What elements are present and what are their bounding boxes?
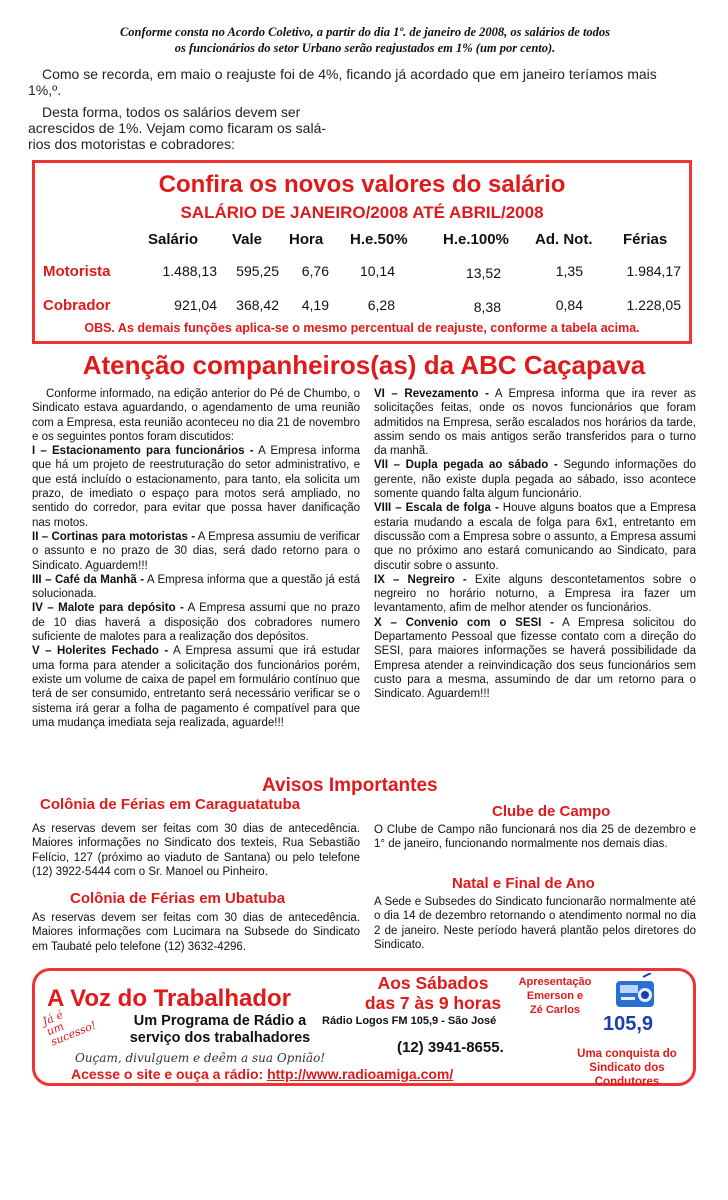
- intro-line: rios dos motoristas e cobradores:: [28, 136, 235, 152]
- radio-promo-box: [32, 968, 696, 1086]
- abc-item-text: A Empresa informa que ira rever as solicitações feitas, onde os novos funcionários que foram admitidos na Empresa, serão escalados nos horários da tarde, assim sendo os mais antigos serão transferidos para o turno da manhã.: [374, 388, 696, 458]
- abc-item-text: A Empresa assumiu de verificar o assunto e no prazo de 30 dias, será dado retorno para o Sindicato. Aguardem!!!: [32, 530, 360, 572]
- salary-subtitle: SALÁRIO DE JANEIRO/2008 ATÉ ABRIL/2008: [180, 203, 544, 222]
- table-cell: 595,25: [236, 263, 279, 279]
- intro-italic: [60, 24, 670, 56]
- radio-schedule-line: das 7 às 9 horas: [364, 993, 502, 1013]
- abc-item-text: Segundo informações do gerente, não existe dupla pegada ao sábado, isso acontece somente quando falta algum funcionário.: [374, 459, 696, 501]
- table-cell: 6,76: [301, 263, 329, 279]
- col-header-he50: H.e.50%: [350, 231, 408, 248]
- abc-right-column: [374, 387, 696, 702]
- radio-program: [115, 1013, 325, 1047]
- abc-item-text: A Empresa informa que a questão já está solucionada.: [32, 573, 360, 601]
- clube-text: O Clube de Campo não funcionará nos dia 25 de dezembro e 1° de janeiro, funcionando normalmente nos demais dias.: [374, 824, 696, 851]
- intro-line: 1%,º.: [28, 82, 62, 98]
- col-header-hora: Hora: [289, 231, 324, 248]
- radio-icon: [613, 973, 657, 1013]
- radio-presenters-label: Apresentação: [518, 976, 592, 988]
- radio-presenters-line: Zé Carlos: [529, 1004, 581, 1016]
- ubatuba-title: Colônia de Férias em Ubatuba: [70, 890, 286, 907]
- avisos-heading: Avisos Importantes: [262, 775, 438, 796]
- table-cell: 10,14: [359, 263, 395, 279]
- radio-presenters-line: Emerson e: [526, 990, 584, 1002]
- abc-item: [32, 573, 360, 602]
- abc-item-head: VI – Revezamento -: [374, 388, 489, 400]
- intro-paragraph-1-cont: [28, 82, 61, 98]
- radio-station: Rádio Logos FM 105,9 - São José: [322, 1015, 497, 1027]
- table-cell: 0,84: [555, 297, 583, 313]
- abc-item: [32, 530, 360, 573]
- row-label-motorista: Motorista: [43, 263, 111, 280]
- salary-obs: OBS. As demais funções aplica-se o mesmo percentual de reajuste, conforme a tabela acima.: [84, 321, 640, 335]
- natal-title: Natal e Final de Ano: [452, 875, 595, 892]
- radio-slogan: Ouçam, divulguem e deêm a sua Opnião!: [75, 1051, 326, 1065]
- table-cell: 8,38: [473, 299, 501, 315]
- col-header-ferias: Férias: [623, 231, 668, 248]
- col-header-he100: H.e.100%: [443, 231, 509, 248]
- row-label-cobrador: Cobrador: [43, 297, 111, 314]
- radio-conquista: [557, 1047, 697, 1089]
- abc-item-head: II – Cortinas para motoristas -: [32, 530, 196, 543]
- table-cell: 1.228,05: [626, 297, 681, 313]
- abc-item-text: Exite alguns descontetamentos sobre o negreiro no horário noturno, a Empresa ira fazer um levantamento, afim de melhor atender os funcionários.: [374, 573, 696, 615]
- radio-phone: (12) 3941-8655.: [397, 1039, 504, 1056]
- radio-program-line: Um Programa de Rádio a: [133, 1013, 307, 1029]
- radio-success-script: Já é um sucesso!: [40, 1008, 98, 1049]
- radio-title: A Voz do Trabalhador: [47, 985, 292, 1012]
- natal-text: A Sede e Subsedes do Sindicato funcionarão normalmente até o dia 14 de dezembro retornando o atendimento normal no dia 2 de janeiro. Neste período haverá plantão pelos diretores do Sindicato.: [374, 896, 696, 951]
- table-cell: 1.984,17: [626, 263, 681, 279]
- abc-item: [32, 444, 360, 530]
- abc-item: [374, 387, 696, 458]
- abc-item: [374, 616, 696, 702]
- intro-line: acrescidos de 1%. Vejam como ficaram os salá-: [28, 120, 327, 136]
- abc-item: [374, 501, 696, 572]
- abc-item: [32, 644, 360, 730]
- abc-item-text: Houve alguns boatos que a Empresa estaria mudando a escala de folga para 6x1, entretanto em discussão com a Empresa sobre o assunto, a Empresa assumi que no próximo ano estará comunicando ao Sindicato, para discutir sobre o assunto.: [374, 502, 696, 572]
- table-cell: 921,04: [174, 297, 217, 313]
- radio-access-text: Acesse o site e ouça a rádio:: [71, 1066, 268, 1082]
- abc-item-head: X – Convenio com o SESI -: [374, 616, 554, 629]
- abc-item-text: A Empresa assumi que no prazo de 10 dias haverá a disposição dos cobradores numero suficiente de malotes para a realização dos depósitos.: [32, 602, 360, 644]
- abc-left-column: [32, 387, 360, 730]
- abc-item-head: IX – Negreiro -: [374, 573, 467, 586]
- abc-item-head: VIII – Escala de folga -: [374, 502, 499, 515]
- table-cell: 368,42: [236, 297, 279, 313]
- abc-item-head: III – Café da Manhã -: [32, 573, 145, 586]
- abc-item-head: V – Holerites Fechado -: [32, 645, 169, 658]
- radio-schedule: [363, 973, 503, 1013]
- intro-paragraph-2-cont: [28, 120, 326, 152]
- table-cell: 1.488,13: [162, 263, 217, 279]
- abc-intro: Conforme informado, na edição anterior do Pé de Chumbo, o Sindicato estava aguardando, o agendamento de uma reunião com a Empresa, esta reunião aconteceu no dia 21 de novembro e os seguintes pontos foram discutidos:: [32, 388, 360, 443]
- radio-presenters: [505, 975, 605, 1017]
- abc-item: [32, 601, 360, 644]
- table-cell: 13,52: [465, 265, 501, 281]
- radio-schedule-line: Aos Sábados: [377, 973, 489, 993]
- radio-site-link[interactable]: http://www.radioamiga.com/: [267, 1066, 454, 1082]
- salary-title: Confira os novos valores do salário: [158, 171, 566, 198]
- radio-program-line: serviço dos trabalhadores: [129, 1030, 311, 1046]
- intro-line: Como se recorda, em maio o reajuste foi de 4%, ficando já acordado que em janeiro teríamos mais: [42, 66, 657, 82]
- caraguatatuba-text: As reservas devem ser feitas com 30 dias de antecedência. Maiores informações no Sindicato dos texteis, Rua Sebastião Felício, 127 (próximo ao viaduto de Santana) ou pelo telefone (12) 3922-5444 com o Sr. Manoel ou Pinheiro.: [32, 823, 360, 878]
- col-header-adnot: Ad. Not.: [535, 231, 593, 248]
- radio-conquista-line: Uma conquista do: [577, 1048, 677, 1060]
- abc-item-head: IV – Malote para depósito -: [32, 602, 184, 615]
- intro-paragraph-2: [42, 104, 300, 120]
- table-cell: 1,35: [555, 263, 583, 279]
- abc-item-text: A Empresa informa que há um projeto de reestruturação do setor administrativo, e que está incluído o estacionamento, para tanto, ela solicita um prazo, de imediato o espaço para motos será ampliado, no sentido do corredor, para evitar que possa haver danificação nas motos.: [32, 445, 360, 529]
- col-header-vale: Vale: [232, 231, 263, 248]
- abc-item-head: VII – Dupla pegada ao sábado -: [374, 459, 558, 472]
- salary-table-box: [32, 160, 692, 344]
- abc-item: [374, 573, 696, 616]
- abc-heading: Atenção companheiros(as) da ABC Caçapava: [82, 350, 646, 380]
- intro-italic-line: Conforme consta no Acordo Coletivo, a partir do dia 1º. de janeiro de 2008, os salários de todos: [119, 25, 611, 39]
- abc-item-head: I – Estacionamento para funcionários -: [32, 445, 254, 458]
- intro-paragraph-1: [42, 66, 657, 82]
- radio-conquista-line: Sindicato dos Condutores: [589, 1062, 665, 1088]
- caraguatatuba-title: Colônia de Férias em Caraguatatuba: [40, 796, 301, 813]
- intro-italic-line: os funcionários do setor Urbano serão reajustados em 1% (um por cento).: [174, 41, 556, 55]
- abc-item-text: A Empresa solicitou do Departamento Pessoal que fizesse contato com a direção do SESI, para maiores informações se haverá possibilidade da Empresa atender a reinvindicação dos seus funcionários sem custo para a mesma, assumindo de dar um retorno para o Sindicato. Aguardem!!!: [374, 616, 696, 701]
- abc-item-text: A Empresa assumi que irá estudar uma forma para atender a solicitação dos funcionários porém, existe um volume de caixa de papel em formulário contínuo que terá de ser consumido, entretanto será necessário verificar se o sistema irá gerar a folha de pagamento é compatível para que uma mudança imediata seja realizada, aguarde!!!: [32, 645, 360, 729]
- col-header-salario: Salário: [148, 231, 199, 248]
- intro-line: Desta forma, todos os salários devem ser: [42, 104, 301, 120]
- clube-title: Clube de Campo: [492, 803, 611, 820]
- abc-item: [374, 458, 696, 501]
- table-cell: 6,28: [367, 297, 395, 313]
- ubatuba-text: As reservas devem ser feitas com 30 dias de antecedência. Maiores informações com Lucimara na Subsede do Sindicato em Taubaté pelo telefone (12) 3632-4296.: [32, 912, 360, 953]
- table-cell: 4,19: [301, 297, 329, 313]
- radio-access: [71, 1066, 453, 1082]
- radio-frequency: 105,9: [603, 1013, 654, 1035]
